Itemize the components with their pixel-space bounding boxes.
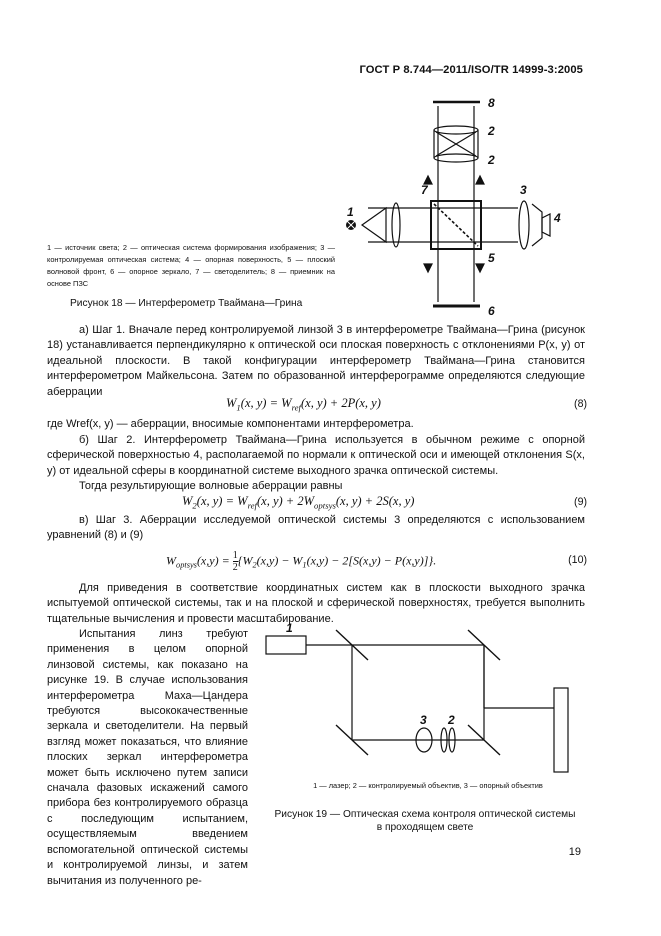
page-number: 19 [568,846,581,858]
fig18-label-4: 4 [554,211,561,225]
figure-19-caption: Рисунок 19 — Оптическая схема контроля оптической системы в проходящем свете [274,809,576,833]
paragraph-step2: б) Шаг 2. Интерферометр Тваймана—Грина используется в обычном режиме с опорной сферической поверхностью 4, располагаемой по нормали к оптической оси и имеющей отклонения S(x, y) от идеальной сферы в координатной системе выходного зрачка оптической системы. [47,434,585,477]
laser-shape [266,636,306,654]
fig18-label-6: 6 [488,304,495,317]
fig19-label-1: 1 [286,621,293,635]
equation-10-number: (10) [568,554,587,566]
paragraph-lens-testing: Испытания линз требуют применения в целом опорной линзовой системы, как показано на рисунке 19. В случае использования интерферометра Маха—Цандера требуются высококачественные зеркала и светоделители. На первый взгляд может показаться, что влияние плоских зеркал интерферометра может быть исключено путем записи сначала фазовых искажений самого прибора без контролируемого образца с последующим испытанием, осуществляемым введением вспомогательной оптической системы и контролируемой линзы, и затем вычитания из полученного ре- [47,628,248,887]
screen-shape [554,688,568,772]
paragraph-coordinates: Для приведения в соответствие координатных систем как в плоскости выходного зрачка испытуемой оптической системы, так и на плоской и сферической поверхностях, требуется выполнить тщательные вычисления и провести масштабирование. [47,582,585,625]
fig18-label-8: 8 [488,96,495,110]
equation-8-number: (8) [574,398,587,410]
paragraph-step1: а) Шаг 1. Вначале перед контролируемой линзой 3 в интерферометре Тваймана—Грина (рисунок 18) устанавливается перпендикулярно к оптической оси плоская поверхность с отклонениями P(x, y) от идеальной плоскости. В такой конфигурации интерферометр Тваймана—Грина становится интерферометром Майкельсона. Затем по образованной интерферограмме определяются следующие аберрации [47,324,585,398]
equation-9: $W_2(x$, $y) = W_{ref}(x$, $y) + 2W_{optsys}(x$, y) + 2S(x, y) [182,494,415,511]
equation-9-number: (9) [574,496,587,508]
figure-18-caption: Рисунок 18 — Интерферометр Тваймана—Грина [70,298,303,309]
figure-19-diagram [258,620,588,780]
fig18-label-3: 3 [520,183,527,197]
fig18-label-2b: 2 [488,153,495,167]
paragraph-where: где Wref(x, y) — аберрации, вносимые компонентами интерферометра. [47,418,414,430]
fig18-label-7: 7 [421,183,428,197]
fig18-label-1: 1 [347,205,354,219]
equation-10: $W_{optsys}(x,y) = 1$ 2 $\{W_2(x,y) - W_1(x,y) - 2[S(x,y) - P(x,y)]\}$. [166,550,437,573]
figure-19-legend: 1 — лазер; 2 — контролируемый объектив, 3 — опорный объектив [313,781,543,790]
figure-18-legend: 1 — источник света; 2 — оптическая система формирования изображения; 3 — контролируемая оптическая система; 4 — опорная поверхность, 5 — плоский волновой фронт, 6 — опорное зеркало, 7 — светоделитель; 8 — приемник на основе ПЗС [47,243,335,288]
document-header: ГОСТ Р 8.744—2011/ISO/TR 14999-3:2005 [359,64,583,76]
equation-8: $W_1(x$, $y) = W_{ref}(x$, y) + 2P(x, y) [226,396,381,413]
fig19-label-2: 2 [448,713,455,727]
figure-18-diagram [330,92,590,317]
fig18-label-5: 5 [488,251,495,265]
fig19-label-3: 3 [420,713,427,727]
fig18-label-2a: 2 [488,124,495,138]
paragraph-step3: в) Шаг 3. Аберрации исследуемой оптической системы 3 определяются с использованием уравнений (8) и (9) [47,514,585,542]
paragraph-then: Тогда результирующие волновые аберрации равны [79,480,343,492]
